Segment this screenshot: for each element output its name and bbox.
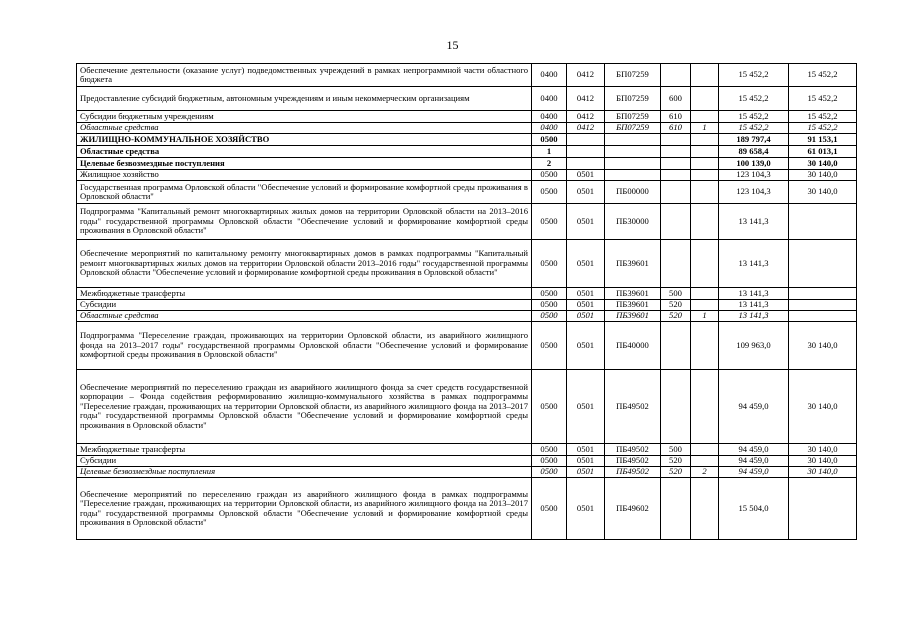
cell-subsection: 0412 bbox=[567, 123, 605, 134]
cell-section: 1 bbox=[532, 146, 567, 158]
table-row bbox=[77, 370, 857, 444]
cell-subsection: 0501 bbox=[567, 370, 605, 444]
row-name: Межбюджетные трансферты bbox=[77, 444, 532, 456]
cell-sum-year2: 30 140,0 bbox=[789, 181, 857, 204]
cell-subsection: 0501 bbox=[567, 288, 605, 300]
cell-subsection: 0501 bbox=[567, 240, 605, 288]
cell-section: 0500 bbox=[532, 478, 567, 540]
cell-subsection: 0501 bbox=[567, 322, 605, 370]
cell-subsection bbox=[567, 146, 605, 158]
row-name: Областные средства bbox=[77, 146, 532, 158]
row-name: Предоставление субсидий бюджетным, автономным учреждениям и иным некоммерческим организациям bbox=[77, 87, 532, 111]
cell-sum-year1: 94 459,0 bbox=[719, 444, 789, 456]
cell-sum-year2 bbox=[789, 478, 857, 540]
cell-subsection: 0501 bbox=[567, 181, 605, 204]
cell-target-article: ПБ49602 bbox=[605, 478, 661, 540]
table-row bbox=[77, 146, 857, 158]
row-name: Жилищное хозяйство bbox=[77, 170, 532, 181]
cell-sum-year2: 30 140,0 bbox=[789, 456, 857, 467]
cell-sum-year1: 13 141,3 bbox=[719, 288, 789, 300]
cell-target-article: ПБ40000 bbox=[605, 322, 661, 370]
cell-expense-type: 520 bbox=[661, 467, 691, 478]
cell-source: 2 bbox=[691, 467, 719, 478]
cell-expense-type: 520 bbox=[661, 456, 691, 467]
table-row bbox=[77, 158, 857, 170]
cell-sum-year1: 189 797,4 bbox=[719, 134, 789, 146]
row-name: Государственная программа Орловской области "Обеспечение условий и формирование комфортной среды проживания в Орловской области" bbox=[77, 181, 532, 204]
cell-section: 0500 bbox=[532, 322, 567, 370]
cell-sum-year2: 15 452,2 bbox=[789, 64, 857, 87]
cell-expense-type bbox=[661, 181, 691, 204]
cell-expense-type: 610 bbox=[661, 111, 691, 123]
cell-sum-year1: 94 459,0 bbox=[719, 456, 789, 467]
cell-sum-year1: 13 141,3 bbox=[719, 240, 789, 288]
table-row bbox=[77, 311, 857, 322]
cell-expense-type bbox=[661, 204, 691, 240]
table-row bbox=[77, 87, 857, 111]
cell-source bbox=[691, 204, 719, 240]
cell-sum-year1: 89 658,4 bbox=[719, 146, 789, 158]
table-row bbox=[77, 170, 857, 181]
cell-sum-year1: 94 459,0 bbox=[719, 370, 789, 444]
cell-sum-year1: 123 104,3 bbox=[719, 181, 789, 204]
cell-source bbox=[691, 170, 719, 181]
cell-expense-type bbox=[661, 240, 691, 288]
row-name: Субсидии bbox=[77, 456, 532, 467]
cell-source bbox=[691, 288, 719, 300]
cell-source bbox=[691, 111, 719, 123]
cell-section: 2 bbox=[532, 158, 567, 170]
cell-subsection: 0501 bbox=[567, 300, 605, 311]
cell-source bbox=[691, 444, 719, 456]
table-row bbox=[77, 204, 857, 240]
cell-sum-year1: 109 963,0 bbox=[719, 322, 789, 370]
cell-expense-type bbox=[661, 478, 691, 540]
cell-target-article: ПБ00000 bbox=[605, 181, 661, 204]
cell-target-article: БП07259 bbox=[605, 64, 661, 87]
cell-section: 0500 bbox=[532, 134, 567, 146]
cell-target-article: ПБ39601 bbox=[605, 311, 661, 322]
row-name: Обеспечение мероприятий по переселению граждан из аварийного жилищного фонда в рамках подпрограммы "Переселение граждан, проживающих на территории Орловской области, из аварийного жилищного фонда на 2013–2017 годы" государственной программы Орловской области "Обеспечение условий и формирование комфортной среды проживания в Орловской области" bbox=[77, 478, 532, 540]
row-name: Подпрограмма "Переселение граждан, проживающих на территории Орловской области, из аварийного жилищного фонда на 2013–2017 годы" государственной программы Орловской области "Обеспечение условий и формирование комфортной среды проживания в Орловской области" bbox=[77, 322, 532, 370]
cell-section: 0400 bbox=[532, 87, 567, 111]
cell-source bbox=[691, 322, 719, 370]
cell-source bbox=[691, 146, 719, 158]
cell-sum-year2 bbox=[789, 204, 857, 240]
cell-target-article: ПБ39601 bbox=[605, 288, 661, 300]
cell-expense-type: 600 bbox=[661, 87, 691, 111]
cell-expense-type: 610 bbox=[661, 123, 691, 134]
row-name: Подпрограмма "Капитальный ремонт многоквартирных жилых домов на территории Орловской области на 2013–2016 годы" государственной программы Орловской области "Обеспечение условий и формирование комфортной среды проживания в Орловской области" bbox=[77, 204, 532, 240]
cell-section: 0400 bbox=[532, 64, 567, 87]
table-row bbox=[77, 240, 857, 288]
row-name: Целевые безвозмездные поступления bbox=[77, 158, 532, 170]
cell-section: 0500 bbox=[532, 370, 567, 444]
cell-source: 1 bbox=[691, 123, 719, 134]
cell-source bbox=[691, 300, 719, 311]
cell-sum-year1: 15 452,2 bbox=[719, 111, 789, 123]
cell-source bbox=[691, 87, 719, 111]
cell-sum-year1: 123 104,3 bbox=[719, 170, 789, 181]
cell-section: 0500 bbox=[532, 300, 567, 311]
cell-section: 0500 bbox=[532, 170, 567, 181]
row-name: ЖИЛИЩНО-КОММУНАЛЬНОЕ ХОЗЯЙСТВО bbox=[77, 134, 532, 146]
row-name: Обеспечение деятельности (оказание услуг) подведомственных учреждений в рамках непрограммной части областного бюджета bbox=[77, 64, 532, 87]
cell-section: 0500 bbox=[532, 444, 567, 456]
row-name: Обеспечение мероприятий по капитальному ремонту многоквартирных домов в рамках подпрограммы "Капитальный ремонт многоквартирных жилых домов на территории Орловской области 2013–2016 годы" государственной программы Орловской области "Обеспечение условий и формирование комфортной среды проживания в Орловской области" bbox=[77, 240, 532, 288]
table-row bbox=[77, 478, 857, 540]
cell-target-article: ПБ49502 bbox=[605, 370, 661, 444]
cell-section: 0400 bbox=[532, 123, 567, 134]
cell-subsection: 0501 bbox=[567, 456, 605, 467]
cell-sum-year2: 30 140,0 bbox=[789, 444, 857, 456]
cell-target-article: БП07259 bbox=[605, 111, 661, 123]
cell-target-article: ПБ49502 bbox=[605, 456, 661, 467]
cell-sum-year1: 100 139,0 bbox=[719, 158, 789, 170]
cell-target-article: ПБ30000 bbox=[605, 204, 661, 240]
cell-sum-year2: 15 452,2 bbox=[789, 123, 857, 134]
cell-sum-year2 bbox=[789, 311, 857, 322]
budget-table bbox=[76, 63, 857, 540]
cell-expense-type bbox=[661, 146, 691, 158]
cell-sum-year1: 15 504,0 bbox=[719, 478, 789, 540]
row-name: Обеспечение мероприятий по переселению граждан из аварийного жилищного фонда за счет средств государственной корпорации – Фонда содействия реформированию жилищно-коммунального хозяйства в рамках подпрограммы "Переселение граждан, проживающих на территории Орловской области, из аварийного жилищного фонда на 2013–2017 годы" государственной программы Орловской области "Обеспечение условий и формирование комфортной среды проживания в Орловской области" bbox=[77, 370, 532, 444]
cell-target-article: БП07259 bbox=[605, 123, 661, 134]
cell-expense-type bbox=[661, 64, 691, 87]
cell-sum-year1: 15 452,2 bbox=[719, 64, 789, 87]
cell-source bbox=[691, 158, 719, 170]
cell-expense-type: 500 bbox=[661, 444, 691, 456]
cell-subsection bbox=[567, 134, 605, 146]
cell-section: 0500 bbox=[532, 311, 567, 322]
cell-sum-year2: 30 140,0 bbox=[789, 158, 857, 170]
cell-sum-year1: 15 452,2 bbox=[719, 87, 789, 111]
cell-source bbox=[691, 478, 719, 540]
table-row bbox=[77, 300, 857, 311]
cell-sum-year1: 13 141,3 bbox=[719, 204, 789, 240]
cell-expense-type bbox=[661, 170, 691, 181]
cell-section: 0500 bbox=[532, 456, 567, 467]
cell-sum-year2: 30 140,0 bbox=[789, 467, 857, 478]
cell-subsection: 0501 bbox=[567, 444, 605, 456]
cell-expense-type: 520 bbox=[661, 311, 691, 322]
cell-subsection bbox=[567, 158, 605, 170]
cell-section: 0500 bbox=[532, 288, 567, 300]
row-name: Субсидии bbox=[77, 300, 532, 311]
page-number: 15 bbox=[446, 38, 459, 52]
cell-sum-year1: 13 141,3 bbox=[719, 311, 789, 322]
table-row bbox=[77, 64, 857, 87]
cell-source bbox=[691, 134, 719, 146]
cell-expense-type: 500 bbox=[661, 288, 691, 300]
table-body bbox=[77, 64, 857, 540]
cell-section: 0500 bbox=[532, 467, 567, 478]
cell-source bbox=[691, 181, 719, 204]
cell-source: 1 bbox=[691, 311, 719, 322]
table-row bbox=[77, 322, 857, 370]
cell-sum-year2: 30 140,0 bbox=[789, 322, 857, 370]
cell-target-article: ПБ49502 bbox=[605, 467, 661, 478]
table-row bbox=[77, 456, 857, 467]
cell-subsection: 0412 bbox=[567, 87, 605, 111]
cell-subsection: 0501 bbox=[567, 204, 605, 240]
cell-section: 0400 bbox=[532, 111, 567, 123]
cell-sum-year2 bbox=[789, 300, 857, 311]
cell-section: 0500 bbox=[532, 181, 567, 204]
row-name: Целевые безвозмездные поступления bbox=[77, 467, 532, 478]
cell-sum-year2: 30 140,0 bbox=[789, 370, 857, 444]
row-name: Областные средства bbox=[77, 311, 532, 322]
cell-target-article bbox=[605, 158, 661, 170]
cell-source bbox=[691, 370, 719, 444]
cell-target-article bbox=[605, 146, 661, 158]
cell-expense-type bbox=[661, 134, 691, 146]
row-name: Субсидии бюджетным учреждениям bbox=[77, 111, 532, 123]
row-name: Межбюджетные трансферты bbox=[77, 288, 532, 300]
cell-expense-type bbox=[661, 370, 691, 444]
cell-source bbox=[691, 456, 719, 467]
table-row bbox=[77, 111, 857, 123]
table-row bbox=[77, 467, 857, 478]
cell-sum-year1: 94 459,0 bbox=[719, 467, 789, 478]
row-name: Областные средства bbox=[77, 123, 532, 134]
cell-expense-type: 520 bbox=[661, 300, 691, 311]
table-row bbox=[77, 123, 857, 134]
cell-target-article: ПБ39601 bbox=[605, 240, 661, 288]
cell-target-article: БП07259 bbox=[605, 87, 661, 111]
cell-source bbox=[691, 64, 719, 87]
cell-sum-year2 bbox=[789, 288, 857, 300]
cell-section: 0500 bbox=[532, 204, 567, 240]
cell-sum-year2 bbox=[789, 240, 857, 288]
cell-sum-year1: 13 141,3 bbox=[719, 300, 789, 311]
cell-target-article: ПБ39601 bbox=[605, 300, 661, 311]
cell-subsection: 0412 bbox=[567, 111, 605, 123]
cell-target-article bbox=[605, 170, 661, 181]
cell-target-article bbox=[605, 134, 661, 146]
cell-subsection: 0412 bbox=[567, 64, 605, 87]
cell-sum-year1: 15 452,2 bbox=[719, 123, 789, 134]
cell-sum-year2: 15 452,2 bbox=[789, 111, 857, 123]
cell-sum-year2: 15 452,2 bbox=[789, 87, 857, 111]
table-row bbox=[77, 444, 857, 456]
cell-source bbox=[691, 240, 719, 288]
cell-subsection: 0501 bbox=[567, 170, 605, 181]
cell-sum-year2: 30 140,0 bbox=[789, 170, 857, 181]
table-row bbox=[77, 134, 857, 146]
table-row bbox=[77, 288, 857, 300]
cell-subsection: 0501 bbox=[567, 311, 605, 322]
cell-target-article: ПБ49502 bbox=[605, 444, 661, 456]
cell-subsection: 0501 bbox=[567, 467, 605, 478]
cell-expense-type bbox=[661, 158, 691, 170]
table-row bbox=[77, 181, 857, 204]
cell-sum-year2: 61 013,1 bbox=[789, 146, 857, 158]
cell-subsection: 0501 bbox=[567, 478, 605, 540]
cell-sum-year2: 91 153,1 bbox=[789, 134, 857, 146]
cell-section: 0500 bbox=[532, 240, 567, 288]
cell-expense-type bbox=[661, 322, 691, 370]
